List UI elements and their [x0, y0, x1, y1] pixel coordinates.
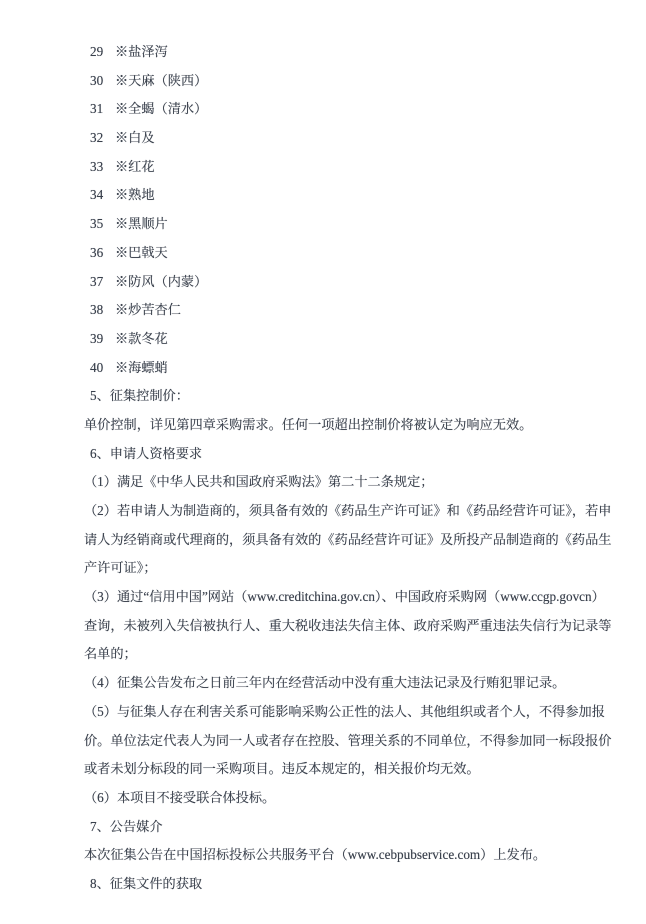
qualification-line: 或者未划分标段的同一采购项目。违反本规定的，相关报价均无效。 — [84, 761, 480, 777]
herb-list-item — [90, 38, 628, 67]
qualification-line: 产许可证》； — [84, 560, 157, 576]
herb-item-name: ※白及 — [115, 130, 155, 146]
herb-item-number: 34 — [90, 187, 104, 203]
qualification-line: （4）征集公告发布之日前三年内在经营活动中没有重大违法记录及行贿犯罪记录。 — [84, 675, 566, 691]
herb-list-item — [90, 67, 628, 96]
qualification-line: （3）通过“信用中国”网站（www.creditchina.gov.cn）、中国政府采购网（www.ccgp.govcn） — [84, 589, 605, 605]
herb-item-name: ※全蝎（清水） — [115, 101, 208, 117]
herb-item-name: ※炒苦杏仁 — [115, 302, 181, 318]
control-price-text: 单价控制，详见第四章采购需求。任何一项超出控制价将被认定为响应无效。 — [84, 416, 533, 432]
herb-list-item — [90, 210, 628, 239]
herb-list-item — [90, 181, 628, 210]
qualification-line: 名单的； — [84, 646, 137, 662]
herb-item-number: 31 — [90, 101, 104, 117]
qualification-line: （1）满足《中华人民共和国政府采购法》第二十二条规定； — [84, 474, 434, 490]
herb-item-name: ※巴戟天 — [115, 244, 168, 260]
herb-list-item — [90, 95, 628, 124]
herb-item-number: 37 — [90, 273, 104, 289]
herb-item-name: ※天麻（陕西） — [115, 72, 208, 88]
herb-item-number: 29 — [90, 44, 104, 59]
herb-item-number: 38 — [90, 302, 104, 318]
herb-list-item — [90, 124, 628, 153]
herb-item-name: ※熟地 — [115, 187, 155, 203]
qualification-line: 请人为经销商或代理商的，须具备有效的《药品经营许可证》及所投产品制造商的《药品生 — [84, 531, 612, 547]
herb-item-name: ※防风（内蒙） — [115, 273, 208, 289]
herb-item-number: 35 — [90, 216, 104, 232]
herb-item-number: 40 — [90, 359, 104, 375]
herb-item-name: ※红花 — [115, 158, 155, 174]
herb-list-item — [90, 354, 628, 383]
section-8-heading: 8、征集文件的获取 — [90, 875, 203, 891]
herb-item-number: 33 — [90, 158, 104, 174]
herb-item-name: ※款冬花 — [115, 330, 168, 346]
section-5-heading: 5、征集控制价： — [90, 388, 189, 404]
herb-list-item — [90, 325, 628, 354]
section-7-heading: 7、公告媒介 — [90, 818, 163, 834]
herb-item-number: 32 — [90, 130, 104, 146]
announcement-media-text: 本次征集公告在中国招标投标公共服务平台（www.cebpubservice.com）上发布。 — [84, 847, 547, 863]
herb-item-name: ※盐泽泻 — [115, 44, 168, 59]
herb-list-item — [90, 153, 628, 182]
herb-list-item — [90, 296, 628, 325]
herb-list-item — [90, 268, 628, 297]
qualification-line: 价。单位法定代表人为同一人或者存在控股、管理关系的不同单位，不得参加同一标段报价 — [84, 732, 612, 748]
herb-list-item — [90, 239, 628, 268]
qualification-line: （5）与征集人存在利害关系可能影响采购公正性的法人、其他组织或者个人，不得参加报 — [84, 703, 605, 719]
herb-item-number: 39 — [90, 330, 104, 346]
herb-item-number: 36 — [90, 244, 104, 260]
herb-item-number: 30 — [90, 72, 104, 88]
herb-item-name: ※海螵蛸 — [115, 359, 168, 375]
qualification-line: （6）本项目不接受联合体投标。 — [84, 789, 276, 805]
qualification-line: （2）若申请人为制造商的，须具备有效的《药品生产许可证》和《药品经营许可证》，若申 — [84, 503, 612, 518]
herb-item-name: ※黑顺片 — [115, 216, 168, 232]
section-6-heading: 6、申请人资格要求 — [90, 445, 203, 461]
qualification-line: 查询，未被列入失信被执行人、重大税收违法失信主体、政府采购严重违法失信行为记录等 — [84, 617, 612, 633]
